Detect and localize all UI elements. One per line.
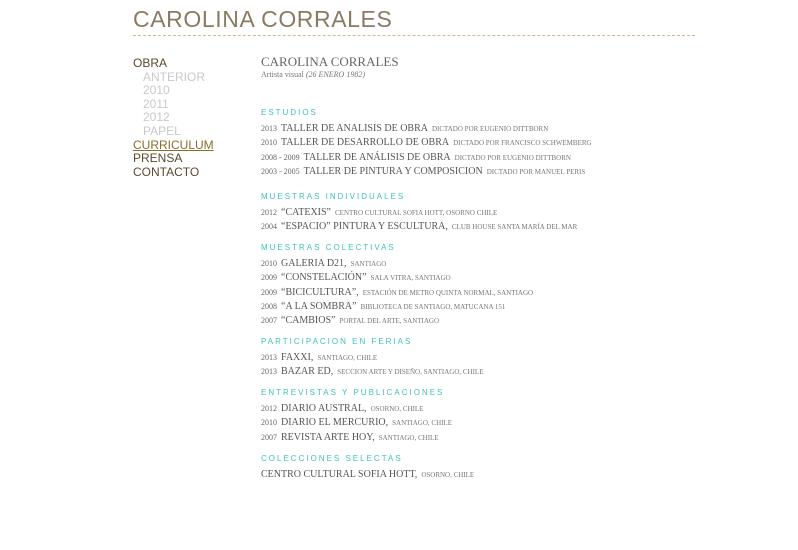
entry-year: 2010 bbox=[261, 259, 277, 268]
cv-entry bbox=[261, 299, 505, 313]
cv-entry bbox=[261, 467, 474, 481]
entry-detail: OSORNO, CHILE bbox=[370, 405, 424, 413]
entry-title: TALLER DE ANÁLISIS DE OBRA bbox=[303, 151, 451, 163]
artist-role: Artista visual bbox=[261, 70, 304, 79]
main-nav bbox=[133, 57, 214, 179]
entry-title: “CATEXIS” bbox=[281, 207, 331, 218]
nav-anterior[interactable]: ANTERIOR bbox=[143, 69, 206, 84]
entry-year: 2013 bbox=[261, 367, 277, 377]
entry-year: 2009 bbox=[261, 287, 277, 297]
entry-title: REVISTA ARTE HOY, bbox=[281, 431, 375, 443]
entry-year: 2007 bbox=[261, 432, 277, 442]
nav-2011[interactable]: 2011 bbox=[143, 96, 169, 111]
entry-title: “A LA SOMBRA” bbox=[281, 300, 357, 312]
cv-entry bbox=[261, 121, 548, 135]
entry-detail: SANTIAGO, CHILE bbox=[317, 354, 378, 362]
curriculum-content bbox=[261, 54, 701, 480]
entry-detail: SANTIAGO, CHILE bbox=[378, 433, 439, 442]
entry-title: BAZAR ED, bbox=[281, 366, 334, 378]
cv-entry bbox=[261, 219, 577, 233]
entry-detail: SECCION ARTE Y DISEÑO, SANTIAGO, CHILE bbox=[337, 368, 484, 377]
entry-title: GALERIA D21, bbox=[281, 258, 347, 269]
entry-detail: CENTRO CULTURAL SOFIA HOTT, OSORNO CHILE bbox=[335, 209, 498, 217]
nav-curriculum[interactable]: CURRICULUM bbox=[133, 137, 214, 152]
entry-year: 2003 - 2005 bbox=[261, 166, 300, 176]
entry-title: TALLER DE ANALISIS DE OBRA bbox=[281, 123, 428, 134]
entry-title: “BICICULTURA”, bbox=[281, 286, 359, 298]
nav-2012[interactable]: 2012 bbox=[143, 110, 170, 125]
entry-year: 2013 bbox=[261, 124, 277, 133]
section-title: MUESTRAS COLECTIVAS bbox=[261, 243, 396, 252]
section-title: COLECCIONES SELECTAS bbox=[261, 454, 403, 463]
cv-entry bbox=[261, 415, 452, 429]
cv-entry bbox=[261, 205, 497, 219]
artist-birth: (26 ENERO 1982) bbox=[305, 70, 365, 79]
entry-detail: OSORNO, CHILE bbox=[421, 471, 475, 479]
entry-year: 2010 bbox=[261, 138, 277, 148]
entry-detail: SALA VITRA, SANTIAGO bbox=[370, 274, 451, 283]
entry-detail: PORTAL DEL ARTE, SANTIAGO bbox=[339, 317, 440, 326]
entry-title: “ESPACIO” PINTURA Y ESCULTURA, bbox=[281, 221, 448, 233]
section-title: ESTUDIOS bbox=[261, 108, 318, 117]
entry-detail: SANTIAGO bbox=[350, 260, 387, 268]
section-title: PARTICIPACION EN FERIAS bbox=[261, 337, 413, 346]
cv-entry bbox=[261, 313, 439, 327]
nav-prensa[interactable]: PRENSA bbox=[133, 151, 183, 166]
entry-title: TALLER DE PINTURA Y COMPOSICION bbox=[303, 165, 483, 177]
entry-year: 2012 bbox=[261, 208, 277, 217]
entry-year: 2013 bbox=[261, 353, 277, 362]
entry-year: 2009 bbox=[261, 273, 277, 283]
nav-contacto[interactable]: CONTACTO bbox=[133, 164, 200, 179]
entry-detail: ESTACIÓN DE METRO QUINTA NORMAL, SANTIAGO bbox=[362, 288, 534, 297]
entry-year: 2007 bbox=[261, 316, 277, 326]
entry-detail: DICTADO POR EUGENIO DITTBORN bbox=[431, 125, 549, 133]
entry-year: 2012 bbox=[261, 404, 277, 413]
entry-year: 2008 - 2009 bbox=[261, 152, 300, 162]
cv-entry bbox=[261, 430, 439, 444]
entry-year: 2010 bbox=[261, 418, 277, 428]
entry-year: 2004 bbox=[261, 222, 277, 232]
cv-entry bbox=[261, 150, 571, 164]
entry-detail: DICTADO POR MANUEL PERIS bbox=[486, 167, 586, 176]
nav-obra[interactable]: OBRA bbox=[133, 56, 168, 70]
artist-subtitle bbox=[261, 70, 701, 80]
nav-papel[interactable]: PAPEL bbox=[143, 123, 181, 138]
entry-title: FAXXI, bbox=[281, 352, 314, 363]
cv-entry bbox=[261, 364, 484, 378]
entry-detail: DICTADO POR FRANCISCO SCHWEMBERG bbox=[453, 139, 592, 148]
cv-entry bbox=[261, 285, 533, 299]
entry-title: “CONSTELACIÓN” bbox=[281, 272, 367, 284]
cv-entry bbox=[261, 401, 423, 415]
site-title: CAROLINA CORRALES bbox=[133, 6, 393, 32]
entry-detail: DICTADO POR EUGENIO DITTBORN bbox=[454, 153, 571, 162]
entry-detail: CLUB HOUSE SANTA MARÍA DEL MAR bbox=[451, 223, 578, 232]
nav-2010[interactable]: 2010 bbox=[143, 83, 170, 98]
section-title: ENTREVISTAS Y PUBLICACIONES bbox=[261, 388, 445, 397]
artist-name: CAROLINA CORRALES bbox=[261, 54, 399, 69]
entry-title: “CAMBIOS” bbox=[281, 315, 336, 327]
entry-title: DIARIO AUSTRAL, bbox=[281, 403, 367, 414]
entry-title: CENTRO CULTURAL SOFIA HOTT, bbox=[261, 469, 418, 480]
entry-title: DIARIO EL MERCURIO, bbox=[281, 417, 389, 429]
entry-year: 2008 bbox=[261, 301, 277, 311]
cv-entry bbox=[261, 164, 585, 178]
entry-title: TALLER DE DESARROLLO DE OBRA bbox=[281, 137, 450, 149]
title-divider bbox=[133, 35, 695, 36]
section-title: MUESTRAS INDIVIDUALES bbox=[261, 192, 406, 201]
entry-detail: SANTIAGO, CHILE bbox=[392, 419, 453, 428]
cv-entry bbox=[261, 135, 592, 149]
cv-entry bbox=[261, 270, 451, 284]
entry-detail: BIBLIOTECA DE SANTIAGO, MATUCANA 151 bbox=[360, 302, 506, 311]
